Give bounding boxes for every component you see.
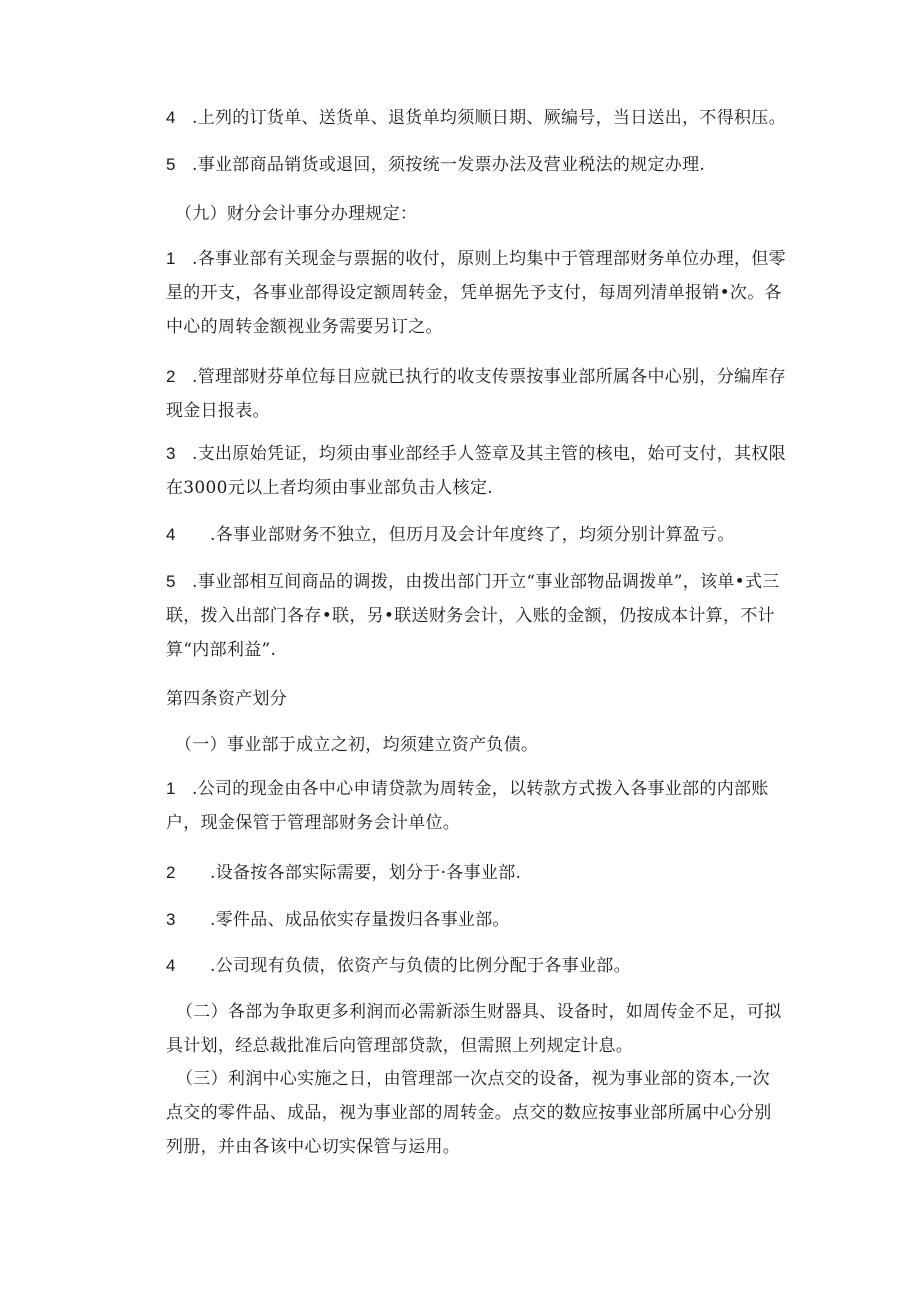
paragraph-item-3-parts	[166, 903, 786, 937]
item-number: 2	[166, 367, 176, 386]
paragraph-item-4-order-forms	[166, 101, 786, 135]
item-number: 5	[166, 155, 176, 174]
paragraph-text: （三）利润中心实施之日，由管理部一次点交的设备，视为事业部的资本,一次点交的零件品、成品，视为事业部的周转金。点交的数应按事业部所属中心分别列册，并由各该中心切实保管与运用。	[166, 1069, 772, 1157]
paragraph-text: .支出原始凭证，均须由事业部经手人签章及其主管的核电，始可支付，其权限在3000元以上者均须由事业部负击人核定.	[166, 444, 786, 498]
paragraph-text: .事业部相互间商品的调拨，由拨出部门开立“事业部物品调拨单”，该单•式三联，拨入出部门各存•联，另•联送财务会计，入账的金额，仍按成本计算，不计算“内部利益”.	[166, 572, 780, 660]
paragraph-text: .事业部商品销货或退回，须按统一发票办法及营业税法的规定办理.	[192, 155, 706, 175]
section-heading-one	[175, 728, 795, 762]
article-heading-four	[166, 682, 786, 716]
paragraph-item-1-cash-receipts	[166, 242, 786, 344]
paragraph-text: .公司的现金由各中心申请贷款为周转金，以转款方式拨入各事业部的内部账户，现金保管于管理部财务会计单位。	[166, 779, 769, 833]
paragraph-item-4-liabilities	[166, 949, 786, 983]
paragraph-item-1-cash	[166, 772, 786, 840]
item-number: 4	[166, 956, 176, 975]
section-heading-text: （一）事业部于成立之初，均须建立资产负债。	[175, 735, 539, 755]
paragraph-text: .管理部财芬单位每日应就已执行的收支传票按事业部所属各中心别，分编库存现金日报表。	[166, 367, 786, 421]
item-number: 1	[166, 249, 176, 268]
paragraph-text: .设备按各部实际需要，划分于·各事业部.	[210, 863, 522, 883]
paragraph-text: .零件品、成品依实存量拨归各事业部。	[210, 910, 510, 930]
item-number: 5	[166, 572, 176, 591]
paragraph-text: .各事业部有关现金与票据的收付，原则上均集中于管理部财务单位办理，但零星的开支，各事业部得设定额周转金，凭单据先予支付，每周列清单报销•次。各中心的周转金额视业务需要另订之。	[166, 249, 786, 337]
item-number: 4	[166, 525, 176, 544]
article-heading-text: 第四条资产划分	[166, 689, 288, 709]
paragraph-text: .各事业部财务不独立，但历月及会计年度终了，均须分别计算盈亏。	[210, 525, 735, 545]
paragraph-item-2-daily-report	[166, 360, 786, 428]
paragraph-item-5-transfers	[166, 565, 786, 667]
section-heading-text: （九）财分会计事分办理规定：	[175, 204, 418, 224]
item-number: 1	[166, 779, 176, 798]
item-number: 3	[166, 444, 176, 463]
paragraph-item-4-profit-loss	[166, 518, 786, 552]
item-number: 3	[166, 910, 176, 929]
item-number: 4	[166, 108, 176, 127]
paragraph-text: .公司现有负债，依资产与负债的比例分配于各事业部。	[210, 956, 631, 976]
paragraph-item-3-vouchers	[166, 437, 786, 505]
paragraph-item-5-sales-returns	[166, 148, 786, 182]
item-number: 2	[166, 863, 176, 882]
section-heading-nine	[175, 197, 795, 231]
paragraph-text: （二）各部为争取更多利润而必需新添生财器具、设备时，如周传金不足，可拟具计划，经总裁批准后向管理部贷款，但需照上列规定计息。	[166, 1002, 782, 1056]
paragraph-text: .上列的订货单、送货单、退货单均须顺日期、厥编号，当日送出，不得积压。	[192, 108, 786, 128]
section-two-paragraph	[166, 995, 786, 1063]
section-three-paragraph	[166, 1062, 786, 1164]
paragraph-item-2-equipment	[166, 856, 786, 890]
